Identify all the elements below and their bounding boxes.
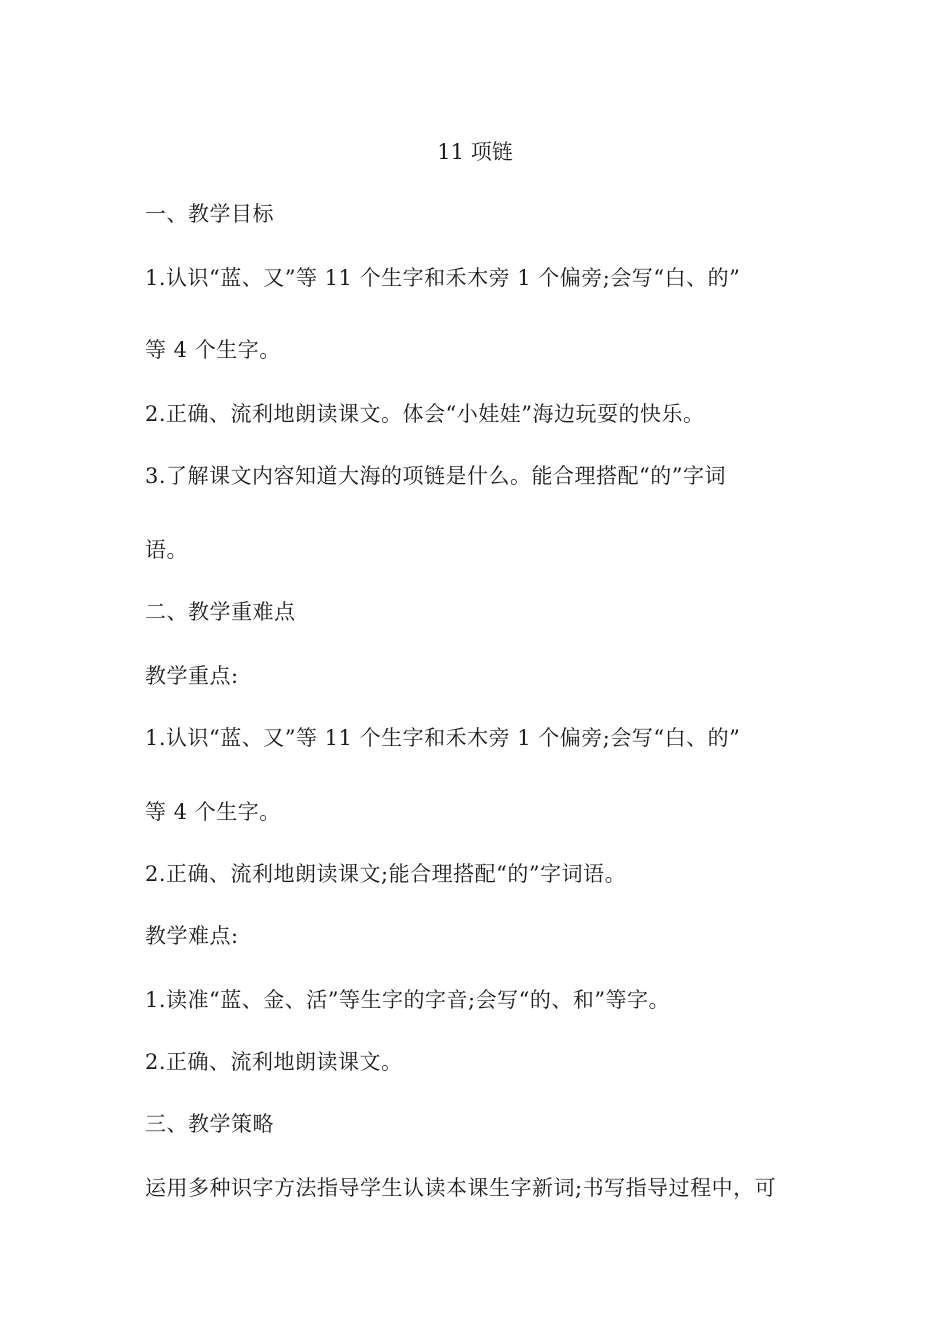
paragraph-line: 1.读准“蓝、金、活”等生字的字音;会写“的、和”等字。 xyxy=(145,988,671,1012)
paragraph-line: 等 4 个生字。 xyxy=(145,800,281,824)
subheading-difficult-points: 教学难点: xyxy=(145,924,239,948)
paragraph-line: 1.认识“蓝、又”等 11 个生字和禾木旁 1 个偏旁;会写“白、的” xyxy=(145,266,741,290)
paragraph-line: 3.了解课文内容知道大海的项链是什么。能合理搭配“的”字词 xyxy=(145,464,727,488)
paragraph-line: 1.认识“蓝、又”等 11 个生字和禾木旁 1 个偏旁;会写“白、的” xyxy=(145,726,741,750)
section-heading-key-difficult: 二、教学重难点 xyxy=(145,600,296,624)
paragraph-line: 2.正确、流利地朗读课文。体会“小娃娃”海边玩耍的快乐。 xyxy=(145,402,705,426)
paragraph-line: 等 4 个生字。 xyxy=(145,338,281,362)
paragraph-line: 2.正确、流利地朗读课文。 xyxy=(145,1050,403,1074)
paragraph-line: 运用多种识字方法指导学生认读本课生字新词;书写指导过程中，可 xyxy=(145,1176,777,1200)
paragraph-line: 2.正确、流利地朗读课文;能合理搭配“的”字词语。 xyxy=(145,862,627,886)
section-heading-strategy: 三、教学策略 xyxy=(145,1112,274,1136)
subheading-key-points: 教学重点: xyxy=(145,664,239,688)
document-title: 11 项链 xyxy=(437,140,513,164)
paragraph-line: 语。 xyxy=(145,538,188,562)
section-heading-objectives: 一、教学目标 xyxy=(145,202,274,226)
